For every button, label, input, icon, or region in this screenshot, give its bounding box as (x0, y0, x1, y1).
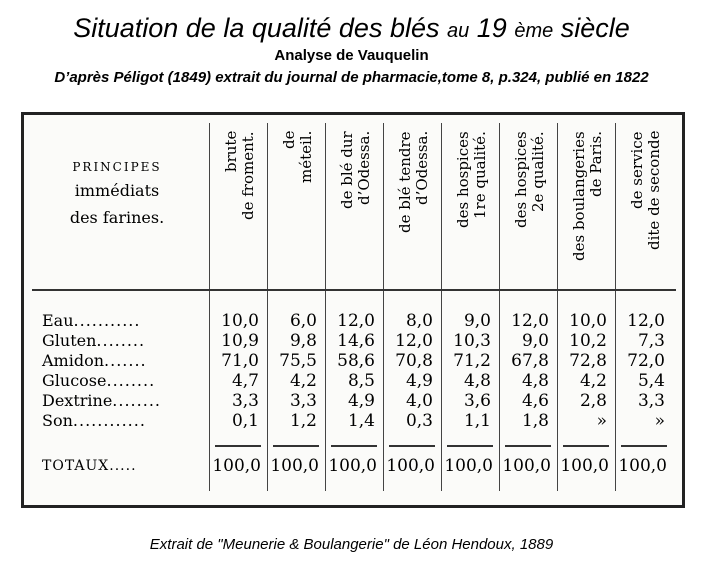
table-cell: 10,0 (221, 311, 259, 331)
table-cell: » (596, 411, 607, 431)
column-header (269, 127, 325, 285)
table-cell: 71,2 (453, 351, 491, 371)
column-divider (267, 123, 268, 491)
table-cell: » (654, 411, 665, 431)
principes-immediats: immédiats (74, 181, 160, 200)
table-cell: 4,2 (579, 371, 607, 391)
table-cell: 4,9 (405, 371, 433, 391)
table-cell: 1,1 (463, 411, 491, 431)
totals-rule (273, 445, 319, 447)
column-divider (383, 123, 384, 491)
total-cell: 100,0 (386, 456, 435, 476)
title-eme: ème (514, 20, 554, 42)
header-rule (32, 289, 676, 291)
table-cell: 6,0 (289, 311, 317, 331)
column-header (385, 127, 441, 285)
row-label-text: Eau (42, 311, 74, 330)
row-label (42, 411, 146, 431)
table-cell: 12,0 (337, 311, 375, 331)
table-cell: 72,0 (627, 351, 665, 371)
table-cell: 4,8 (521, 371, 549, 391)
row-leader-dots: ........ (112, 391, 161, 410)
row-label (42, 311, 140, 331)
table-cell: 14,6 (337, 331, 375, 351)
column-header-line1: de service (628, 131, 646, 209)
table-cell: 12,0 (395, 331, 433, 351)
table-cell: 9,0 (521, 331, 549, 351)
table-cell: 1,2 (289, 411, 317, 431)
principes-label: PRINCIPES (72, 160, 162, 174)
table-cell: 10,3 (453, 331, 491, 351)
total-cell: 100,0 (502, 456, 551, 476)
column-header-line2: 1re qualité. (471, 131, 489, 219)
table-cell: 2,8 (579, 391, 607, 411)
table-cell: 72,8 (569, 351, 607, 371)
column-header-line1: de blé dur (338, 131, 356, 209)
row-leader-dots: ....... (104, 351, 147, 370)
totals-rule (447, 445, 493, 447)
column-header (501, 127, 557, 285)
table-cell: 58,6 (337, 351, 375, 371)
row-label-text: Glucose (42, 371, 107, 390)
column-header-line1: de (280, 131, 298, 150)
title-century-number: 19 (476, 13, 507, 43)
row-label (42, 331, 145, 351)
table-cell: 67,8 (511, 351, 549, 371)
row-label (42, 371, 155, 391)
column-header-line2: méteil. (297, 131, 315, 184)
page-title (0, 12, 703, 47)
row-label (42, 351, 147, 371)
flour-analysis-table (21, 112, 685, 508)
table-cell: 4,2 (289, 371, 317, 391)
table-cell: 4,8 (463, 371, 491, 391)
totals-rule (331, 445, 377, 447)
column-header (211, 127, 267, 285)
row-leader-dots: ........ (96, 331, 146, 350)
column-header (443, 127, 499, 285)
row-leader-dots: ............ (72, 411, 146, 430)
column-divider (325, 123, 326, 491)
column-header-line1: des boulangeries (570, 131, 588, 261)
table-cell: 1,8 (521, 411, 549, 431)
column-divider (209, 123, 210, 491)
totals-label: TOTAUX..... (42, 458, 137, 474)
table-cell: 12,0 (511, 311, 549, 331)
table-cell: 10,2 (569, 331, 607, 351)
column-header-line2: de froment. (239, 131, 257, 220)
table-cell: 7,3 (637, 331, 665, 351)
table-cell: 5,4 (637, 371, 665, 391)
title-siecle: siècle (560, 13, 630, 43)
principes-header (32, 157, 202, 231)
total-cell: 100,0 (270, 456, 319, 476)
page-subtitle: Analyse de Vauquelin (274, 47, 429, 64)
column-header-line1: des hospices (454, 131, 472, 228)
column-header-line2: d’Odessa. (355, 131, 373, 206)
row-leader-dots: ........... (73, 311, 141, 330)
row-label-text: Amidon (42, 351, 105, 370)
column-header-line2: de Paris. (587, 131, 605, 198)
column-header-line2: 2e qualité. (529, 131, 547, 212)
table-cell: 3,6 (463, 391, 491, 411)
column-divider (615, 123, 616, 491)
table-cell: 10,0 (569, 311, 607, 331)
table-cell: 9,8 (289, 331, 317, 351)
table-cell: 12,0 (627, 311, 665, 331)
table-cell: 3,3 (231, 391, 259, 411)
title-au: au (447, 20, 470, 42)
total-cell: 100,0 (560, 456, 609, 476)
column-divider (441, 123, 442, 491)
row-label-text: Dextrine (42, 391, 113, 410)
table-cell: 4,9 (347, 391, 375, 411)
total-cell: 100,0 (212, 456, 261, 476)
table-cell: 1,4 (347, 411, 375, 431)
table-cell: 4,0 (405, 391, 433, 411)
table-cell: 9,0 (463, 311, 491, 331)
totals-rule (215, 445, 261, 447)
column-divider (557, 123, 558, 491)
total-cell: 100,0 (328, 456, 377, 476)
total-cell: 100,0 (444, 456, 493, 476)
column-divider (499, 123, 500, 491)
column-header-line1: brute (222, 131, 240, 173)
table-cell: 75,5 (279, 351, 317, 371)
table-cell: 71,0 (221, 351, 259, 371)
row-label (42, 391, 161, 411)
column-header-line2: d’Odessa. (413, 131, 431, 206)
table-cell: 10,9 (221, 331, 259, 351)
table-cell: 0,3 (405, 411, 433, 431)
column-header (327, 127, 383, 285)
principes-des-farines: des farines. (69, 208, 165, 227)
table-cell: 70,8 (395, 351, 433, 371)
table-cell: 8,0 (405, 311, 433, 331)
table-cell: 3,3 (289, 391, 317, 411)
column-header-line2: dite de seconde (645, 131, 663, 251)
footer-credit: Extrait de "Meunerie & Boulangerie" de Léon Hendoux, 1889 (149, 536, 554, 553)
row-label-text: Gluten (42, 331, 97, 350)
row-leader-dots: ........ (106, 371, 156, 390)
total-cell: 100,0 (618, 456, 667, 476)
table-cell: 4,7 (231, 371, 259, 391)
column-header (559, 127, 615, 285)
table-cell: 8,5 (347, 371, 375, 391)
totals-rule (389, 445, 435, 447)
totals-rule (563, 445, 609, 447)
column-header-line1: des hospices (512, 131, 530, 228)
table-cell: 0,1 (231, 411, 259, 431)
column-header (617, 127, 673, 285)
row-label-text: Son (42, 411, 73, 430)
source-citation: D’après Péligot (1849) extrait du journal de pharmacie,tome 8, p.324, publié en 1822 (54, 69, 649, 86)
title-main: Situation de la qualité des blés (73, 13, 440, 43)
column-header-line1: de blé tendre (396, 131, 414, 233)
table-cell: 3,3 (637, 391, 665, 411)
totals-rule (621, 445, 667, 447)
table-cell: 4,6 (521, 391, 549, 411)
totals-rule (505, 445, 551, 447)
